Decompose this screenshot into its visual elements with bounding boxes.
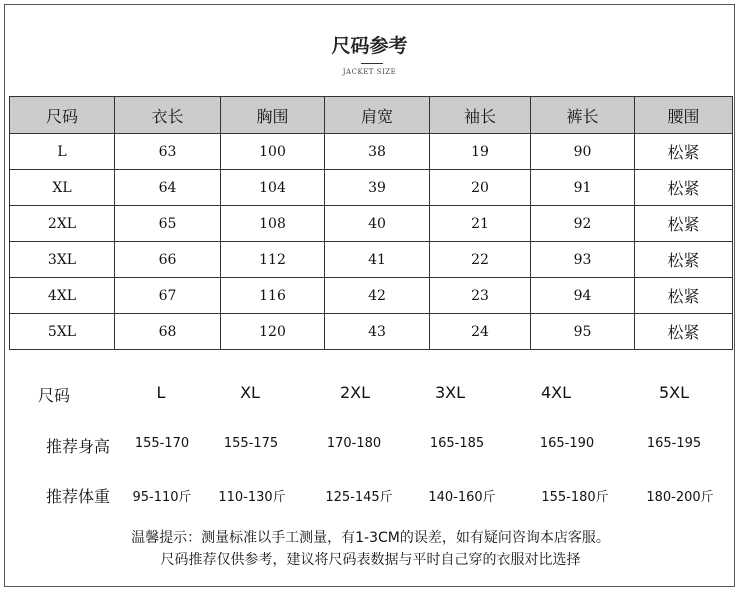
table-cell: 108 (221, 206, 325, 242)
table-cell: 5XL (10, 314, 115, 350)
recommend-weight: 155-180斤 (541, 490, 609, 505)
recommend-height: 155-170 (134, 436, 190, 451)
table-cell: 90 (531, 134, 635, 170)
recommend-height: 170-180 (326, 436, 382, 451)
recommend-size: L (156, 383, 166, 402)
table-cell: 65 (115, 206, 221, 242)
header-cell: 袖长 (430, 97, 531, 134)
table-cell: 松紧 (635, 242, 733, 278)
recommend-weight: 125-145斤 (325, 490, 393, 505)
table-row (10, 314, 733, 350)
table-cell: 19 (430, 134, 531, 170)
table-cell: XL (10, 170, 115, 206)
recommend-weight: 110-130斤 (218, 490, 286, 505)
recommend-height: 165-185 (429, 436, 485, 451)
table-cell: 4XL (10, 278, 115, 314)
table-cell: 松紧 (635, 134, 733, 170)
header-cell: 肩宽 (325, 97, 430, 134)
table-cell: 松紧 (635, 314, 733, 350)
recommend-weight: 95-110斤 (132, 490, 192, 505)
recommend-height: 165-195 (646, 436, 702, 451)
recommend-size: 2XL (339, 383, 371, 402)
header-cell: 衣长 (115, 97, 221, 134)
recommendation-section (9, 351, 732, 585)
table-row (10, 134, 733, 170)
recommend-size: 4XL (540, 383, 572, 402)
table-cell: 95 (531, 314, 635, 350)
recommend-height: 155-175 (223, 436, 279, 451)
header-cell: 裤长 (531, 97, 635, 134)
recommend-weight: 180-200斤 (646, 490, 714, 505)
table-cell: 63 (115, 134, 221, 170)
table-cell: 68 (115, 314, 221, 350)
table-cell: 112 (221, 242, 325, 278)
table-cell: 22 (430, 242, 531, 278)
recommend-size: 3XL (434, 383, 466, 402)
recommend-weight-label: 推荐体重 (46, 487, 111, 506)
page-title: 尺码参考 (331, 35, 408, 57)
table-cell: 松紧 (635, 206, 733, 242)
table-cell: 120 (221, 314, 325, 350)
tip-line-1: 温馨提示：测量标准以手工测量，有1-3CM的误差，如有疑问咨询本店客服。 (131, 530, 610, 546)
recommend-height: 165-190 (539, 436, 595, 451)
table-cell: 松紧 (635, 278, 733, 314)
table-cell: 3XL (10, 242, 115, 278)
recommend-size-label: 尺码 (38, 386, 71, 405)
table-cell: 42 (325, 278, 430, 314)
table-cell: 24 (430, 314, 531, 350)
table-cell: 92 (531, 206, 635, 242)
table-row (10, 278, 733, 314)
table-row (10, 170, 733, 206)
table-cell: 116 (221, 278, 325, 314)
table-row (10, 206, 733, 242)
tip-line-2: 尺码推荐仅供参考，建议将尺码表数据与平时自己穿的衣服对比选择 (160, 552, 581, 568)
page-subtitle: JACKET SIZE (342, 68, 397, 76)
table-cell: 104 (221, 170, 325, 206)
recommend-weight: 140-160斤 (428, 490, 496, 505)
table-cell: 41 (325, 242, 430, 278)
table-cell: 64 (115, 170, 221, 206)
table-cell: 100 (221, 134, 325, 170)
table-cell: 43 (325, 314, 430, 350)
title-divider (361, 63, 383, 64)
table-cell: 66 (115, 242, 221, 278)
table-cell: 20 (430, 170, 531, 206)
table-cell: 91 (531, 170, 635, 206)
table-cell: 23 (430, 278, 531, 314)
table-cell: 21 (430, 206, 531, 242)
header-cell: 尺码 (10, 97, 115, 134)
table-cell: 38 (325, 134, 430, 170)
table-cell: 39 (325, 170, 430, 206)
table-cell: L (10, 134, 115, 170)
table-cell: 松紧 (635, 170, 733, 206)
size-table (9, 96, 733, 350)
header-cell: 胸围 (221, 97, 325, 134)
header-cell: 腰围 (635, 97, 733, 134)
size-chart-card (4, 4, 735, 587)
table-cell: 93 (531, 242, 635, 278)
table-row (10, 242, 733, 278)
recommend-height-label: 推荐身高 (46, 437, 111, 456)
table-cell: 40 (325, 206, 430, 242)
table-cell: 94 (531, 278, 635, 314)
recommend-size: 5XL (658, 383, 690, 402)
table-cell: 67 (115, 278, 221, 314)
recommend-size: XL (240, 383, 260, 402)
table-cell: 2XL (10, 206, 115, 242)
table-header-row (10, 97, 733, 134)
